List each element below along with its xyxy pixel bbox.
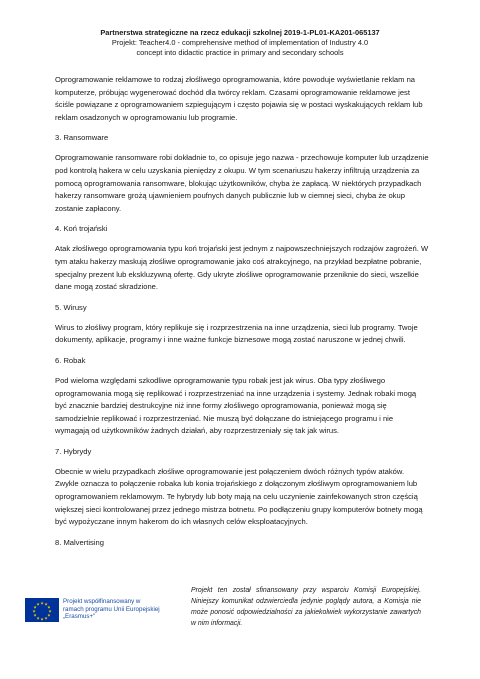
svg-text:★: ★	[32, 608, 36, 614]
intro-paragraph: Oprogramowanie reklamowe to rodzaj złośliwego oprogramowania, które powoduje wyświetlanie reklam na komputerze, próbując wygenerować dochód dla twórcy reklam. Czasami oprogramowanie reklamowe jest ściśle powiązane z oprogramowaniem szpiegującym i często pojawia się w postaci wyskakujących reklam lub reklam osadzonych w oprogramowaniu lub programie.	[55, 75, 423, 122]
section-body-worm: Pod wieloma względami szkodliwe oprogramowanie typu robak jest jak wirus. Oba typy złośliwego oprogramowania mogą się replikować i rozprzestrzeniać na inne urządzenia i systemy. Jednak robaki mogą być znacznie bardziej destrukcyjne niż inne formy złośliwego oprogramowania, ponieważ mogą się samodzielnie replikować i rozprzestrzeniać. Nie muszą być dołączane do istniejącego programu i nie wymagają od użytkowników żadnych działań, aby rozprzestrzeniały się tak jak wirus.	[55, 375, 417, 436]
svg-text:★: ★	[44, 601, 48, 607]
section-body-hybrids: Obecnie w wielu przypadkach złośliwe oprogramowanie jest połączeniem dwóch różnych typów ataków. Zwykle oznacza to połączenie robaka lub konia trojańskiego z dołączonym złośliwym oprogramowaniem lub oprogramowaniem reklamowym. Te hybrydy lub boty mają na celu uczynienie zainfekowanych stron częścią większej sieci kontrolowanej przez jednego mistrza botnetu. Po podłączeniu grupy komputerów botnety mogą być wypożyczane innym hakerom do ich własnych celów eksploatacyjnych.	[55, 466, 423, 527]
eu-text-line3: „Erasmus+"	[63, 613, 96, 621]
svg-text:★: ★	[33, 612, 37, 618]
svg-text:★: ★	[44, 615, 48, 621]
section-body-viruses: Wirus to złośliwy program, który replikuje się i rozprzestrzenia na inne urządzenia, sieci lub programy. Twoje dokumenty, aplikacje, programy i inne ważne funkcje biznesowe mogą zostać naruszone w jednej chwili.	[55, 322, 418, 345]
svg-text:★: ★	[40, 600, 44, 606]
section-heading-hybrids: 7. Hybrydy	[55, 446, 92, 456]
section-heading-viruses: 5. Wirusy	[55, 302, 87, 312]
svg-text:★: ★	[36, 601, 40, 607]
header-title: Partnerstwa strategiczne na rzecz edukacji szkolnej 2019-1-PL01-KA201-065137	[100, 28, 380, 37]
section-heading-malvertising: 8. Malvertising	[55, 537, 104, 547]
header-subtitle-line2: concept into didactic practice in primary and secondary schools	[136, 48, 344, 57]
section-heading-worm: 6. Robak	[55, 355, 86, 365]
section-heading-trojan: 4. Koń trojański	[55, 224, 108, 234]
eu-text-line2: ramach programu Unii Europejskiej	[63, 605, 160, 613]
section-body-ransomware: Oprogramowanie ransomware robi dokładnie to, co opisuje jego nazwa - przechowuje komputer lub urządzenie pod kontrolą hakera w celu uzyskania pieniędzy z okupu. W tym scenariuszu hakerzy infiltrują urządzenia za pomocą oprogramowania ransomware, blokując użytkowników, chyba że zapłacą. W niektórych przypadkach hakerzy ransomware grożą ujawnieniem poufnych danych publicznie lub w ciemnej sieci, chyba że okup zostanie zapłacony.	[55, 153, 429, 213]
eu-text-line1: Projekt współfinansowany w	[63, 598, 141, 605]
eu-flag-icon	[25, 598, 59, 622]
section-body-trojan: Atak złośliwego oprogramowania typu koń trojański jest jednym z najpowszechniejszych rodzajów zagrożeń. W tym ataku hakerzy maskują złośliwe oprogramowanie jako coś atrakcyjnego, na przykład bezpłatne pobranie, specjalny prezent lub ekskluzywną ofertę. Gdy ukryte złośliwe oprogramowanie przeniknie do sieci, wszelkie dane mogą zostać skradzione.	[55, 244, 429, 292]
section-heading-ransomware: 3. Ransomware	[55, 133, 109, 143]
svg-text:★: ★	[47, 612, 51, 618]
document-body	[55, 74, 429, 557]
eu-erasmus-logo	[25, 598, 185, 622]
document-footer	[25, 585, 455, 645]
header-subtitle-line1: Projekt: Teacher4.0 - comprehensive method of implementation of Industry 4.0	[111, 38, 369, 47]
svg-text:★: ★	[40, 616, 44, 622]
svg-text:★: ★	[48, 608, 52, 614]
document-header	[40, 28, 440, 58]
eu-cofinanced-text	[63, 598, 188, 621]
svg-text:★: ★	[47, 604, 51, 610]
svg-text:★: ★	[33, 604, 37, 610]
eu-disclaimer: Projekt ten został sfinansowany przy wsparciu Komisji Europejskiej. Niniejszy komunikat odzwierciedla jedynie poglądy autora, a Komisja nie może ponosić odpowiedzialności za jakiekolwiek wykorzystanie zawartych w nim informacji.	[191, 587, 421, 627]
svg-text:★: ★	[36, 615, 40, 621]
